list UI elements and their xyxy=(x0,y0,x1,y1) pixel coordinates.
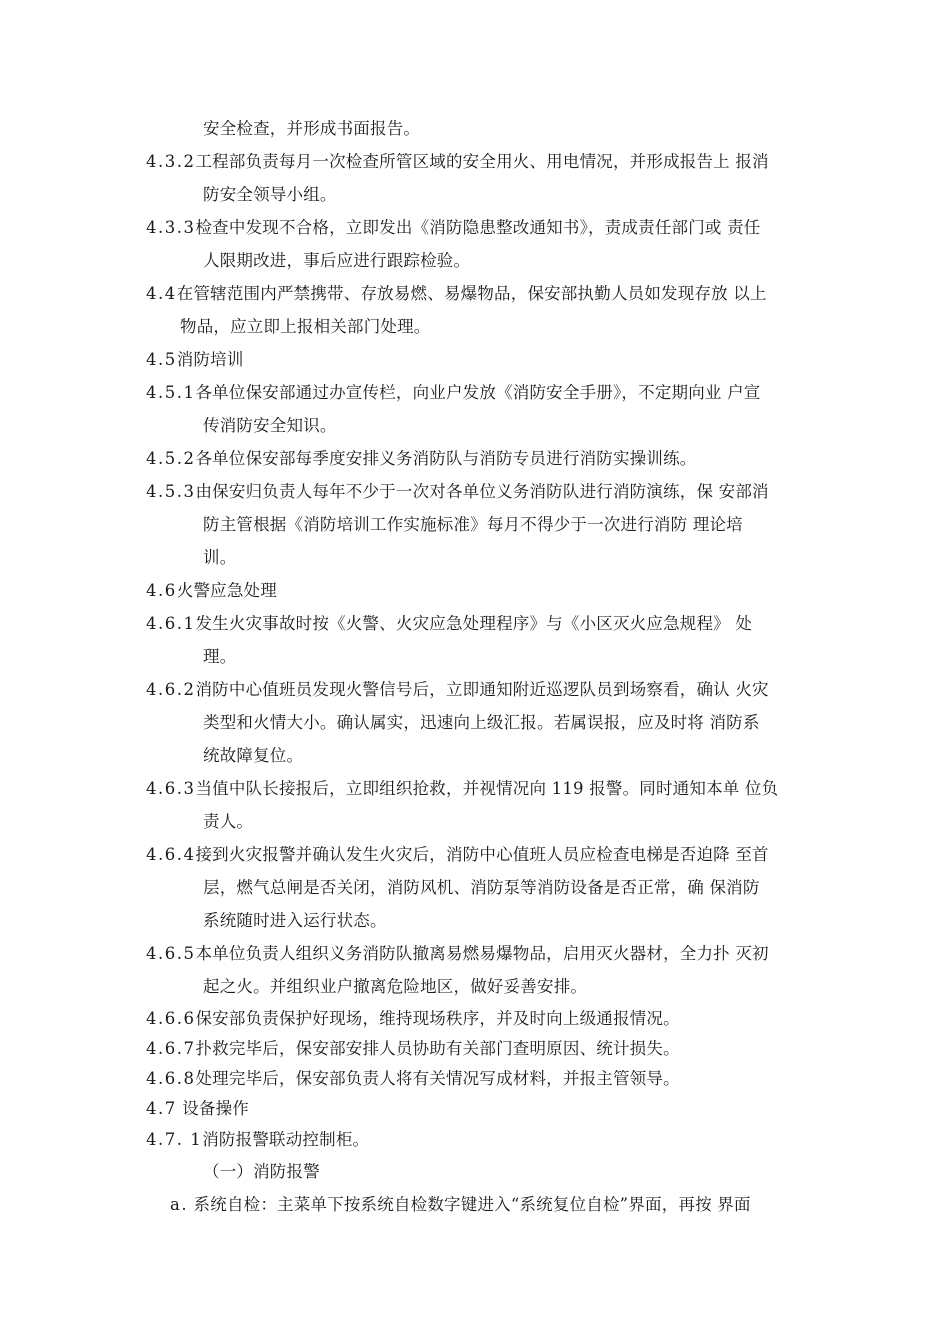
clause-text: 消防报警联动控制柜。 xyxy=(202,1130,370,1149)
line-text: 责人。 xyxy=(203,812,254,831)
section-number: 4.6 xyxy=(146,581,177,600)
line-text: 层，燃气总闸是否关闭，消防风机、消防泵等消防设备是否正常，确 保消防 xyxy=(203,878,760,897)
text-line xyxy=(203,711,760,735)
list-item xyxy=(170,1193,751,1217)
line-text: 统故障复位。 xyxy=(203,746,304,765)
clause-text: 各单位保安部通过办宣传栏，向业户发放《消防安全手册》，不定期向业 户宣 xyxy=(195,383,761,402)
subsection-title: （一）消防报警 xyxy=(203,1162,320,1181)
clause-number: 4.3.3 xyxy=(146,218,196,237)
clause-number: 4.6.6 xyxy=(146,1009,196,1028)
text-line xyxy=(203,117,420,141)
line-text: 物品，应立即上报相关部门处理。 xyxy=(180,317,431,336)
list-item-text: 系统自检：主菜单下按系统自检数字键进入“系统复位自检”界面，再按 界面 xyxy=(188,1195,751,1214)
clause-number: 4.4 xyxy=(146,284,177,303)
clause-text: 消防中心值班员发现火警信号后，立即通知附近巡逻队员到场察看，确认 火灾 xyxy=(195,680,769,699)
text-line xyxy=(203,183,337,207)
clause-number: 4.5.3 xyxy=(146,482,196,501)
clause-line xyxy=(146,1128,369,1152)
text-line xyxy=(203,645,236,669)
clause-number: 4.5.1 xyxy=(146,383,196,402)
clause-text: 本单位负责人组织义务消防队撤离易燃易爆物品，启用灭火器材，全力扑 灭初 xyxy=(195,944,769,963)
clause-text: 在管辖范围内严禁携带、存放易燃、易爆物品，保安部执勤人员如发现存放 以上 xyxy=(176,284,767,303)
clause-text: 由保安归负责人每年不少于一次对各单位义务消防队进行消防演练，保 安部消 xyxy=(195,482,769,501)
clause-number: 4.3.2 xyxy=(146,152,196,171)
clause-text: 接到火灾报警并确认发生火灾后，消防中心值班人员应检查电梯是否迫降 至首 xyxy=(195,845,769,864)
text-line xyxy=(203,546,236,570)
section-title: 消防培训 xyxy=(176,350,244,369)
clause-line xyxy=(146,216,760,240)
section-number: 4.7 xyxy=(146,1099,177,1118)
subsection-heading xyxy=(203,1160,320,1184)
clause-text: 检查中发现不合格，立即发出《消防隐患整改通知书》，责成责任部门或 责任 xyxy=(195,218,761,237)
section-heading xyxy=(146,348,244,372)
clause-line xyxy=(146,612,752,636)
text-line xyxy=(203,249,470,273)
clause-text: 发生火灾事故时按《火警、火灾应急处理程序》与《小区灭火应急规程》 处 xyxy=(195,614,753,633)
clause-line xyxy=(146,942,769,966)
clause-text: 各单位保安部每季度安排义务消防队与消防专员进行消防实操训练。 xyxy=(195,449,697,468)
clause-line xyxy=(146,150,816,174)
text-line xyxy=(203,744,303,768)
clause-number: 4.5.2 xyxy=(146,449,196,468)
clause-line xyxy=(146,1037,680,1061)
text-line xyxy=(203,975,587,999)
clause-line xyxy=(146,480,769,504)
line-text: 理。 xyxy=(203,647,237,666)
clause-number: 4.6.2 xyxy=(146,680,196,699)
clause-number: 4.6.4 xyxy=(146,845,196,864)
clause-number: 4.7. 1 xyxy=(146,1130,203,1149)
clause-line xyxy=(146,381,760,405)
clause-line xyxy=(146,843,769,867)
section-title: 火警应急处理 xyxy=(176,581,277,600)
clause-text: 保安部负责保护好现场，维持现场秩序，并及时向上级通报情况。 xyxy=(195,1009,680,1028)
text-line xyxy=(203,810,253,834)
clause-number: 4.6.3 xyxy=(146,779,196,798)
clause-text: 工程部负责每月一次检查所管区域的安全用火、用电情况，并形成报告上 报消 xyxy=(195,152,769,171)
line-text: 起之火。并组织业户撤离危险地区，做好妥善安排。 xyxy=(203,977,588,996)
text-line xyxy=(203,513,743,537)
clause-line xyxy=(146,1007,680,1031)
clause-line xyxy=(146,678,769,702)
clause-number: 4.6.1 xyxy=(146,614,196,633)
section-number: 4.5 xyxy=(146,350,177,369)
clause-line xyxy=(146,777,778,801)
section-heading xyxy=(146,1097,249,1121)
clause-line xyxy=(146,447,696,471)
text-line xyxy=(203,876,760,900)
line-text: 安全检查，并形成书面报告。 xyxy=(203,119,421,138)
clause-text: 处理完毕后，保安部负责人将有关情况写成材料，并报主管领导。 xyxy=(195,1069,680,1088)
text-line xyxy=(203,909,387,933)
line-text: 类型和火情大小。确认属实，迅速向上级汇报。若属误报，应及时将 消防系 xyxy=(203,713,760,732)
text-line xyxy=(203,414,337,438)
clause-number: 4.6.8 xyxy=(146,1069,196,1088)
clause-text: 当值中队长接报后，立即组织抢救，并视情况向 119 报警。同时通知本单 位负 xyxy=(195,779,779,798)
line-text: 系统随时进入运行状态。 xyxy=(203,911,387,930)
section-title: 设备操作 xyxy=(176,1099,249,1118)
clause-number: 4.6.5 xyxy=(146,944,196,963)
line-text: 传消防安全知识。 xyxy=(203,416,337,435)
line-text: 训。 xyxy=(203,548,237,567)
line-text: 防主管根据《消防培训工作实施标准》每月不得少于一次进行消防 理论培 xyxy=(203,515,743,534)
line-text: 防安全领导小组。 xyxy=(203,185,337,204)
clause-number: 4.6.7 xyxy=(146,1039,196,1058)
text-line xyxy=(180,315,431,339)
clause-line xyxy=(146,282,767,306)
clause-line xyxy=(146,1067,680,1091)
line-text: 人限期改进，事后应进行跟踪检验。 xyxy=(203,251,471,270)
section-heading xyxy=(146,579,277,603)
list-marker: a. xyxy=(170,1195,189,1214)
clause-text: 扑救完毕后，保安部安排人员协助有关部门查明原因、统计损失。 xyxy=(195,1039,680,1058)
